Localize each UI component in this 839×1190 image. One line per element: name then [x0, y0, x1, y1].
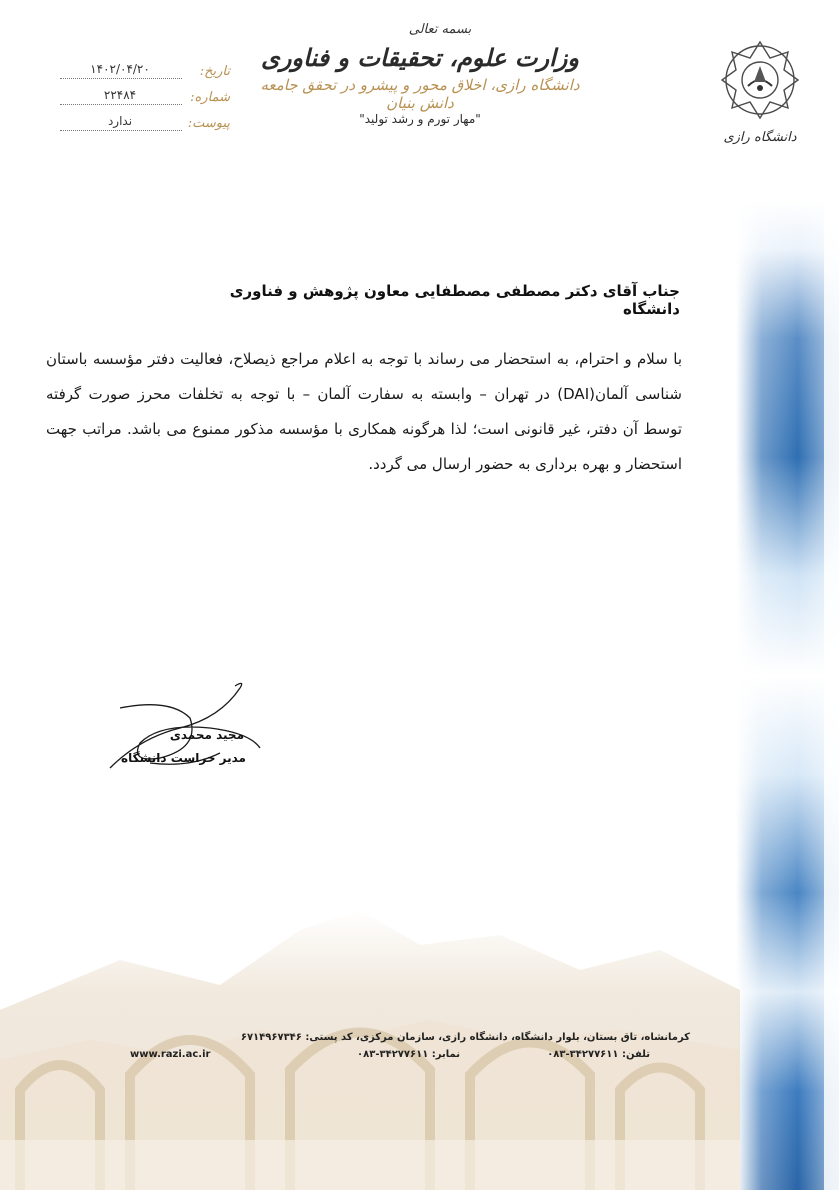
side-stripe-graphic [736, 200, 839, 1190]
footer-fax: نمابر: ۳۴۲۷۷۶۱۱-۰۸۳ [357, 1049, 460, 1060]
letter-footer [130, 1032, 690, 1067]
date-label: تاریخ: [199, 64, 230, 79]
date-value: ۱۴۰۲/۰۴/۲۰ [90, 62, 150, 76]
attachment-label: پیوست: [187, 116, 230, 131]
logo-caption: دانشگاه رازی [723, 130, 797, 145]
attachment-row [60, 114, 230, 140]
signatory-title: مدیر حراست دانشگاه [121, 751, 246, 765]
number-label: شماره: [190, 90, 230, 105]
ministry-title: وزارت علوم، تحقیقات و فناوری [261, 43, 579, 72]
signature-block [100, 668, 270, 778]
year-slogan: "مهار تورم و رشد تولید" [359, 112, 481, 126]
date-dotted-line [60, 78, 182, 79]
letterhead [250, 22, 590, 126]
razi-emblem-icon [718, 38, 802, 128]
bismillah-text: بسمه تعالی [408, 22, 472, 37]
footer-phone: تلفن: ۳۴۲۷۷۶۱۱-۰۸۳ [547, 1049, 650, 1060]
letter-body: با سلام و احترام، به استحضار می رساند با توجه به اعلام مراجع ذیصلاح، فعالیت دفتر مؤسسه باستان شناسی آلمان(DAI) در تهران – وابسته به سفارت آلمان – با توجه به تخلفات محرز صورت گرفته توسط آن دفتر، غیر قانونی است؛ لذا هرگونه همکاری با مؤسسه مذکور ممنوع می باشد. مراتب جهت استحضار و بهره برداری به حضور ارسال می گردد. [46, 350, 683, 473]
university-motto: دانشگاه رازی، اخلاق محور و پیشرو در تحقق جامعه دانش بنیان [260, 76, 580, 112]
signatory-name: مجید محمدی [169, 728, 244, 742]
footer-address: کرمانشاه، تاق بستان، بلوار دانشگاه، دانشگاه رازی، سازمان مرکزی، کد پستی: ۶۷۱۴۹۶۷۳۴۶ [240, 1032, 690, 1043]
number-dotted-line [60, 104, 182, 105]
number-value: ۲۲۴۸۴ [103, 88, 137, 102]
decorative-side-stripe [736, 200, 839, 1190]
university-logo [718, 38, 802, 158]
recipient-line: جناب آقای دکتر مصطفی مصطفایی معاون پژوهش و فناوری دانشگاه [229, 282, 680, 318]
attachment-value: ندارد [107, 114, 133, 128]
attachment-dotted-line [60, 130, 182, 131]
date-row [60, 62, 230, 88]
footer-contact-row [130, 1049, 690, 1067]
letter-meta [60, 62, 230, 140]
number-row [60, 88, 230, 114]
footer-website: www.razi.ac.ir [130, 1049, 211, 1060]
